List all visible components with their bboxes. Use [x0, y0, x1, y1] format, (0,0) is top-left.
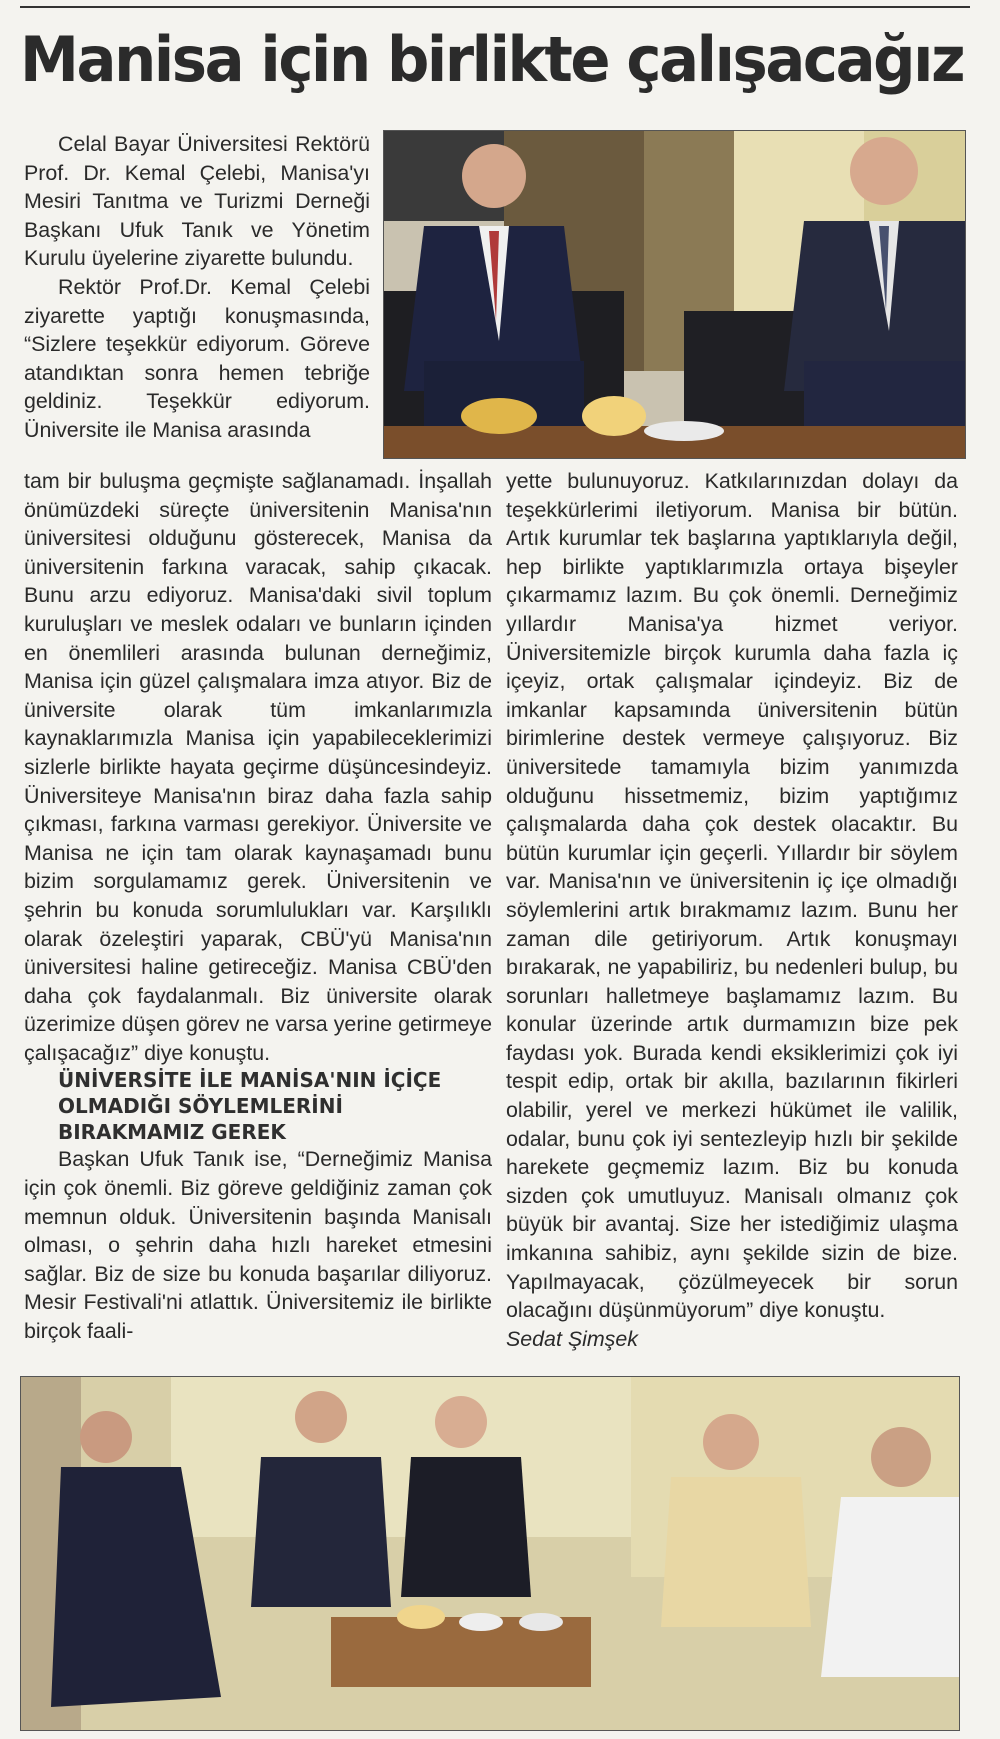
headline: Manisa için birlikte çalışacağız — [20, 23, 964, 96]
byline: Sedat Şimşek — [506, 1326, 638, 1351]
subheading: ÜNİVERSİTE İLE MANİSA'NIN İÇİÇE OLMADIĞI SÖYLEMLERİNİ BIRAKMAMIZ GEREK — [58, 1068, 442, 1145]
top-photo — [383, 130, 966, 459]
paragraph: yette bulunuyoruz. Katkılarınızdan dolayı da teşekkürlerimi iletiyorum. Manisa bir bütün. Artık kurumlar tek başlarına yaptıklarıyla değil, hep birlikte yaptıklarımızla ortaya bişeyler çıkarmamız lazım. Bu çok önemli. Derneğimiz yıllardır Manisa'ya hizmet veriyor. Üniversitemizle birçok kurumla daha fazla iç içeyiz, ortak çalışmalar içindeyiz. Biz de imkanlar kapsamında üniversitenin bütün birimlerine destek vermeye çalışıyoruz. Biz üniversitede tamamıyla bizim yanımızda olduğunu hissetmemiz, bizim yaptığımız çalışmalarda daha çok destek olacaktır. Bu bütün kurumlar için geçerli. Yıllardır bir söylem var. Manisa'nın ve üniversitenin iç içe olmadığı söylemlerini artık bırakmamız lazım. Bunu her zaman dile getiriyorum. Artık konuşmayı bırakarak, ne yapabiliriz, bu nedenleri bulup, bu sorunları halletmeye başlamamız lazım. Bu konular üzerinde artık durmamızın bize pek faydası yok. Burada kendi eksiklerimizi çok iyi tespit edip, ortak bir akılla, bazılarının fikirleri olabilir, yerel ve merkezi hükümet ile valilik, odalar, bunu çok iyi sentezleyip hızlı bir şekilde harekete geçmemiz lazım. Biz bu konuda sizden çok umutluyuz. Manisalı olmanız çok büyük bir avantaj. Size her istediğimiz ulaşma imkanına sahibiz, aynı şekilde sizin de bize. Yapılmayacak, çözülmeyecek bir sorun olacağını düşünmüyorum” diye konuştu. — [506, 469, 958, 1323]
column-left-top — [24, 130, 370, 445]
paragraph: Başkan Ufuk Tanık ise, “Derneğimiz Manisa için çok önemli. Biz göreve geldiğiniz zaman çok memnun olduk. Üniversitenin başında Manisalı olması, o şehrin daha hızlı hareket etmesini sağlar. Biz de size bu konuda başarılar diliyoruz. Mesir Festivali'ni atlattık. Üniversitemiz ile birlikte birçok faali- — [24, 1147, 492, 1344]
paragraph: Celal Bayar Üniversitesi Rektörü Prof. Dr. Kemal Çelebi, Manisa'yı Mesiri Tanıtma ve Turizmi Derneği Başkanı Ufuk Tanık ve Yönetim Kurulu üyelerine ziyarette bulundu. — [24, 132, 370, 271]
bottom-photo — [20, 1376, 960, 1731]
paragraph: Rektör Prof.Dr. Kemal Çelebi ziyarette yaptığı konuşmasında, “Sizlere teşekkür ediyorum. Göreve atandıktan sonra hemen tebriğe geldiniz. Teşekkür ediyorum. Üniversite ile Manisa arasında — [24, 274, 370, 442]
column-left-bottom — [24, 467, 492, 1346]
top-rule — [20, 6, 970, 8]
column-right — [506, 467, 958, 1353]
paragraph: tam bir buluşma geçmişte sağlanamadı. İnşallah önümüzdeki süreçte üniversitenin Manisa'nın üniversitesi olduğunu gösterecek, Manisa da üniversitenin farkına varacak, sahip çıkacak. Bunu arzu ediyoruz. Manisa'daki sivil toplum kuruluşları ve meslek odaları ve bunların içinden en önemlileri arasında bulunan derneğimiz, Manisa için güzel çalışmalara imza atıyor. Biz de üniversite olarak tüm imkanlarımızla kaynaklarımızla Manisa için yapabileceklerimizi sizlerle birlikte hayata geçirme düşüncesindeyiz. Üniversiteye Manisa'nın biraz daha fazla sahip çıkması, farkına varması gerekiyor. Üniversite ve Manisa ne için tam olarak kaynaşamadı bunu bizim sorgulamamız gerek. Üniversitenin ve şehrin bu konuda sorumlulukları var. Karşılıklı olarak özeleştiri yaparak, CBÜ'yü Manisa'nın üniversitesi haline getireceğiz. Manisa CBÜ'den daha çok faydalanmalı. Biz üniversite olarak üzerimize düşen görev ne varsa yerine getirmeye çalışacağız” diye konuştu. — [24, 469, 492, 1065]
